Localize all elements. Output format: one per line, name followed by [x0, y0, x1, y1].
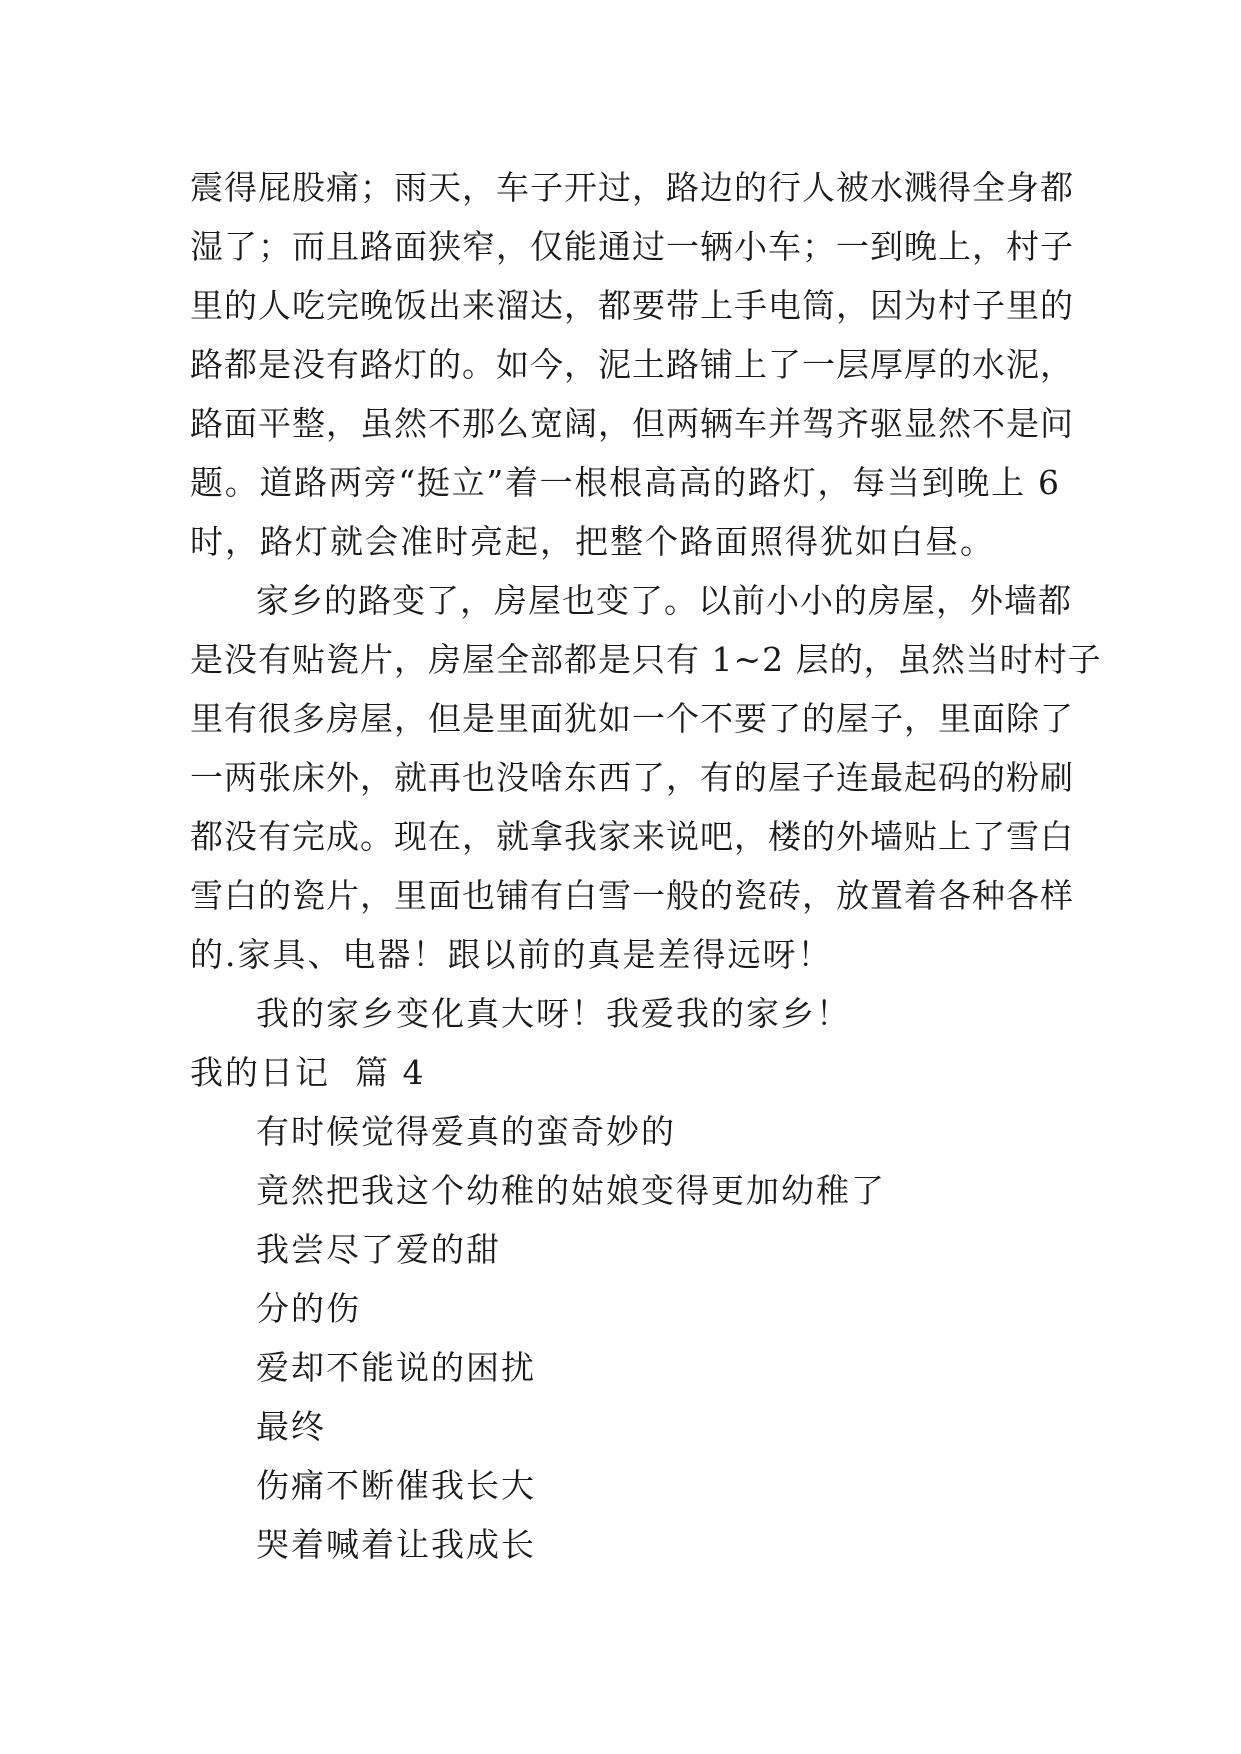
- text-line: 路面平整，虽然不那么宽阔，但两辆车并驾齐驱显然不是问: [190, 404, 1074, 443]
- poem-line: 我尝尽了爱的甜: [256, 1230, 501, 1269]
- text-line: 一两张床外，就再也没啥东西了，有的屋子连最起码的粉刷: [190, 758, 1074, 797]
- poem-line: 竟然把我这个幼稚的姑娘变得更加幼稚了: [256, 1171, 886, 1210]
- document-page: [190, 158, 1102, 1574]
- text-line: 路都是没有路灯的。如今，泥土路铺上了一层厚厚的水泥，: [190, 345, 1074, 384]
- poem-line: 伤痛不断催我长大: [256, 1466, 536, 1505]
- poem-line: 爱却不能说的困扰: [256, 1348, 536, 1387]
- section-heading: 我的日记 篇 4: [190, 1053, 426, 1092]
- poem-line: 哭着喊着让我成长: [256, 1525, 536, 1564]
- paragraph-roads: [190, 158, 1074, 571]
- poem-line: 有时候觉得爱真的蛮奇妙的: [256, 1112, 676, 1151]
- text-line: 的.家具、电器！跟以前的真是差得远呀！: [190, 935, 833, 974]
- text-line: 是没有贴瓷片，房屋全部都是只有 1~2 层的，虽然当时村子: [190, 640, 1102, 679]
- text-line: 震得屁股痛；雨天，车子开过，路边的行人被水溅得全身都: [190, 168, 1074, 207]
- paragraph-houses: [190, 571, 1102, 984]
- text-line: 里的人吃完晚饭出来溜达，都要带上手电筒，因为村子里的: [190, 286, 1074, 325]
- text-line: 题。道路两旁“挺立”着一根根高高的路灯，每当到晚上 6: [190, 463, 1060, 502]
- text-line: 时，路灯就会准时亮起，把整个路面照得犹如白昼。: [190, 522, 995, 561]
- text-line: 里有很多房屋，但是里面犹如一个不要了的屋子，里面除了: [190, 699, 1074, 738]
- poem-line: 分的伤: [256, 1289, 361, 1328]
- poem-line: 最终: [256, 1407, 326, 1446]
- poem: [190, 1102, 1060, 1574]
- text-line: 家乡的路变了，房屋也变了。以前小小的房屋，外墙都: [256, 581, 1072, 620]
- text-line: 我的家乡变化真大呀！我爱我的家乡！: [256, 994, 851, 1033]
- text-line: 雪白的瓷片，里面也铺有白雪一般的瓷砖，放置着各种各样: [190, 876, 1074, 915]
- text-line: 都没有完成。现在，就拿我家来说吧，楼的外墙贴上了雪白: [190, 817, 1074, 856]
- paragraph-conclusion: [190, 984, 1060, 1043]
- text-line: 湿了；而且路面狭窄，仅能通过一辆小车；一到晚上，村子: [190, 227, 1074, 266]
